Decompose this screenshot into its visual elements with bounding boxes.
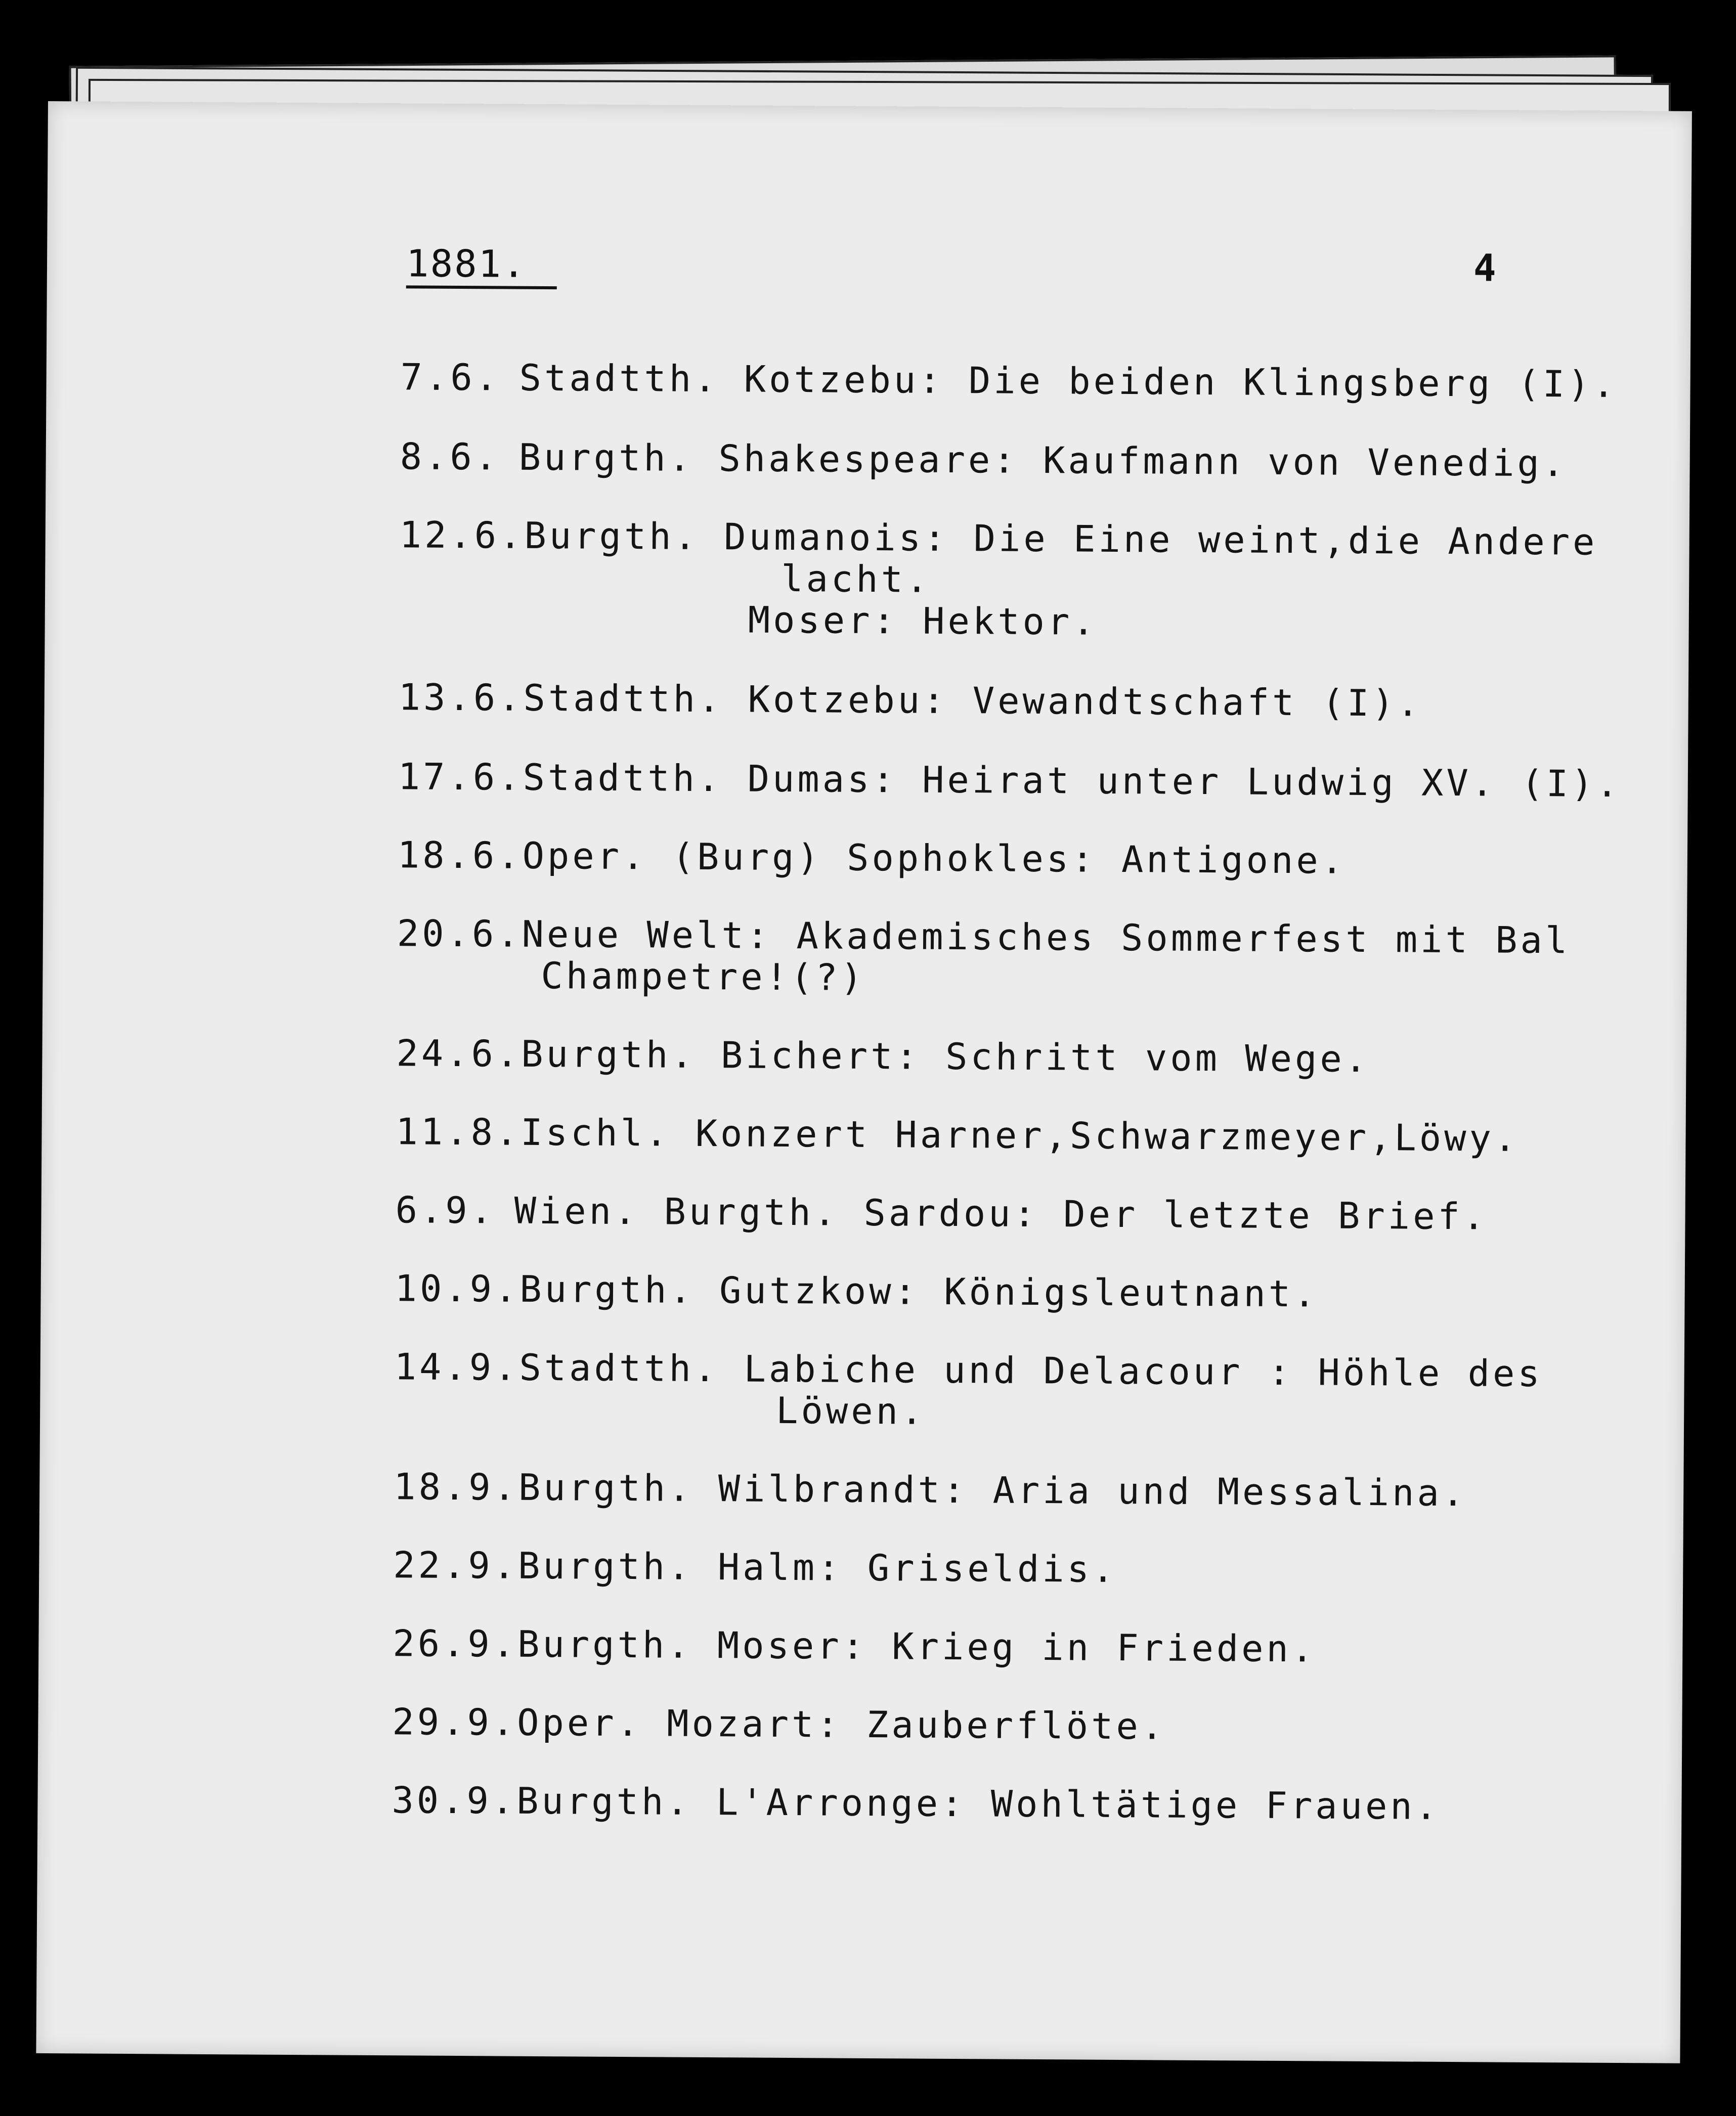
entry-text: Stadtth. Kotzebu: Die beiden Klingsberg (I). bbox=[519, 356, 1618, 406]
entry-text: Burgth. Wilbrandt: Aria und Messalina. bbox=[518, 1466, 1467, 1515]
entry-date: 8.6. bbox=[400, 435, 500, 478]
entry-date: 7.6. bbox=[400, 356, 501, 399]
entry-continuation: Löwen. bbox=[775, 1389, 926, 1433]
list-item bbox=[392, 1701, 1606, 1750]
entry-date: 17.6. bbox=[398, 755, 523, 799]
page-number: 4 bbox=[1473, 246, 1496, 290]
entry-date: 18.9. bbox=[394, 1465, 519, 1509]
entry-text: Stadtth. Dumas: Heirat unter Ludwig XV. (I). bbox=[523, 756, 1622, 806]
list-item bbox=[398, 834, 1612, 883]
entry-date: 11.8. bbox=[396, 1110, 521, 1154]
entry-date: 18.6. bbox=[397, 833, 523, 877]
list-item bbox=[395, 1189, 1609, 1238]
list-item bbox=[396, 1111, 1610, 1160]
list-item bbox=[393, 1544, 1607, 1593]
list-item bbox=[394, 1466, 1608, 1515]
list-item bbox=[399, 514, 1614, 646]
entry-continuation: Champetre!(?) bbox=[541, 954, 866, 999]
list-item bbox=[399, 676, 1613, 725]
entry-text: Oper. (Burg) Sophokles: Antigone. bbox=[522, 834, 1347, 882]
entry-date: 20.6. bbox=[397, 912, 522, 955]
entry-date: 30.9. bbox=[392, 1779, 517, 1822]
list-item bbox=[400, 356, 1618, 406]
entry-date: 6.9. bbox=[395, 1188, 496, 1232]
entry-text: Neue Welt: Akademisches Sommerfest mit Bal bbox=[522, 912, 1571, 962]
entry-text: Stadtth. Labiche und Delacour : Höhle des bbox=[519, 1346, 1543, 1395]
entry-text: Stadtth. Kotzebu: Vewandtschaft (I). bbox=[523, 676, 1422, 725]
entry-date: 24.6. bbox=[396, 1032, 522, 1075]
list-item bbox=[393, 1622, 1607, 1671]
entry-text: Burgth. Shakespeare: Kaufmann von Venedig. bbox=[518, 435, 1568, 485]
entry-continuation: lacht. bbox=[781, 557, 931, 601]
list-item bbox=[396, 1032, 1610, 1081]
entry-text: Burgth. Moser: Krieg in Frieden. bbox=[517, 1622, 1317, 1670]
entry-date: 12.6. bbox=[399, 513, 525, 557]
entry-text: Burgth. Halm: Griseldis. bbox=[517, 1544, 1117, 1591]
list-item bbox=[398, 755, 1622, 806]
entry-text: Oper. Mozart: Zauberflöte. bbox=[516, 1701, 1166, 1748]
entry-text: Burgth. Bichert: Schritt vom Wege. bbox=[521, 1032, 1370, 1080]
list-item bbox=[400, 435, 1614, 484]
list-item bbox=[395, 1267, 1609, 1316]
entry-date: 26.9. bbox=[393, 1622, 518, 1665]
entry-continuation: Moser: Hektor. bbox=[748, 598, 1098, 643]
list-item bbox=[392, 1779, 1605, 1828]
entry-text: Ischl. Konzert Harner,Schwarzmeyer,Löwy. bbox=[520, 1111, 1520, 1160]
entry-list bbox=[392, 356, 1622, 1828]
entry-date: 22.9. bbox=[393, 1544, 518, 1587]
page-year: 1881. bbox=[406, 242, 557, 289]
entry-date: 14.9. bbox=[394, 1345, 519, 1389]
entry-date: 10.9. bbox=[395, 1267, 520, 1310]
entry-date: 29.9. bbox=[392, 1700, 517, 1744]
entry-date: 13.6. bbox=[398, 676, 524, 719]
entry-text: Wien. Burgth. Sardou: Der letzte Brief. bbox=[514, 1189, 1488, 1238]
list-item bbox=[397, 912, 1611, 1003]
list-item bbox=[394, 1346, 1609, 1436]
entry-text: Burgth. L'Arronge: Wohltätige Frauen. bbox=[516, 1779, 1441, 1828]
entry-text: Burgth. Gutzkow: Königsleutnant. bbox=[519, 1267, 1319, 1315]
typed-page bbox=[36, 101, 1692, 2063]
entry-text: Burgth. Dumanois: Die Eine weint,die Andere bbox=[524, 514, 1598, 563]
